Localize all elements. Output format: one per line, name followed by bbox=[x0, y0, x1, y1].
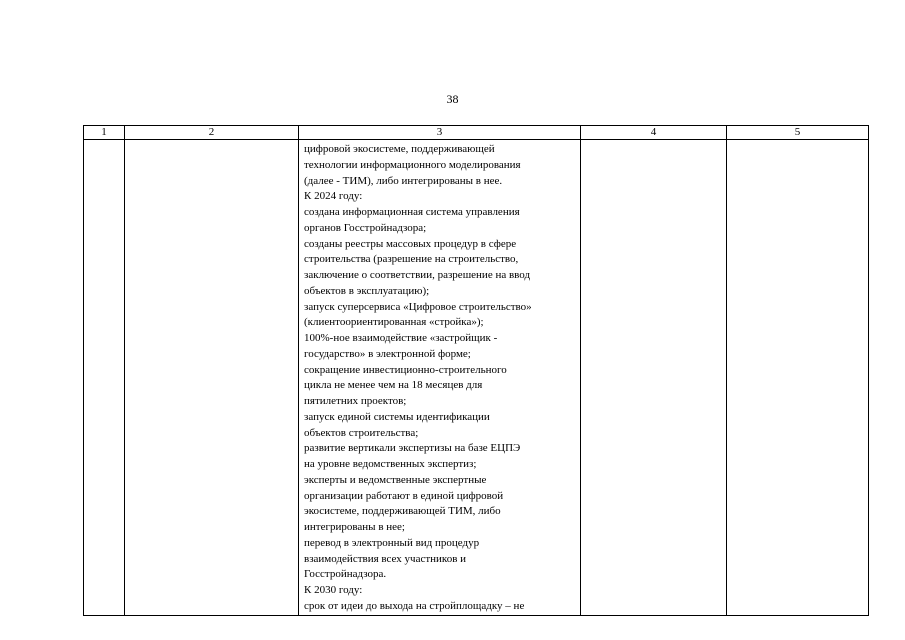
text-line: пятилетних проектов; bbox=[304, 395, 407, 407]
text-line: интегрированы в нее; bbox=[304, 521, 405, 533]
text-line: Госстройнадзора. bbox=[304, 568, 387, 581]
cell-col-3 bbox=[299, 140, 581, 616]
table-header-row bbox=[84, 126, 869, 140]
text-line: К 2024 году: bbox=[304, 190, 363, 203]
text-line: государство» в электронной форме; bbox=[304, 347, 471, 360]
text-line: (клиентоориентированная «стройка»); bbox=[304, 316, 484, 329]
text-line: объектов в эксплуатацию); bbox=[304, 284, 430, 297]
column-header-4: 4 bbox=[581, 126, 727, 140]
text-line: заключение о соответствии, разрешение на ввод bbox=[304, 269, 531, 281]
text-line: запуск единой системы идентификации bbox=[304, 410, 490, 423]
text-line: экосистеме, поддерживающей ТИМ, либо bbox=[304, 505, 501, 518]
cell-col-4 bbox=[581, 140, 727, 616]
text-line: цикла не менее чем на 18 месяцев для bbox=[304, 379, 483, 392]
text-line: (далее - ТИМ), либо интегрированы в нее. bbox=[304, 174, 503, 187]
document-table bbox=[83, 125, 869, 616]
text-line: на уровне ведомственных экспертиз; bbox=[304, 458, 477, 470]
text-line: создана информационная система управления bbox=[304, 206, 520, 218]
text-line: перевод в электронный вид процедур bbox=[304, 536, 480, 549]
text-line: эксперты и ведомственные экспертные bbox=[304, 473, 487, 486]
text-line: сокращение инвестиционно-строительного bbox=[304, 363, 507, 376]
column-header-5: 5 bbox=[727, 126, 869, 140]
text-line: срок от идеи до выхода на стройплощадку – не bbox=[304, 599, 525, 612]
text-line: взаимодействия всех участников и bbox=[304, 552, 467, 565]
text-line: органов Госстройнадзора; bbox=[304, 221, 427, 234]
text-line: организации работают в единой цифровой bbox=[304, 489, 504, 502]
table-row bbox=[84, 140, 869, 616]
cell-col-5 bbox=[727, 140, 869, 616]
column-header-2: 2 bbox=[125, 126, 299, 140]
text-line: К 2030 году: bbox=[304, 584, 363, 596]
text-line: созданы реестры массовых процедур в сфере bbox=[304, 237, 517, 250]
cell-col-2 bbox=[125, 140, 299, 616]
text-line: запуск суперсервиса «Цифровое строительство» bbox=[304, 300, 532, 313]
text-line: цифровой экосистеме, поддерживающей bbox=[304, 143, 495, 155]
text-line: 100%-ное взаимодействие «застройщик - bbox=[304, 332, 498, 344]
column-header-1: 1 bbox=[84, 126, 125, 140]
cell-col-1 bbox=[84, 140, 125, 616]
page-number: 38 bbox=[446, 92, 459, 106]
column-header-3: 3 bbox=[299, 126, 581, 140]
text-line: объектов строительства; bbox=[304, 426, 419, 439]
text-line: технологии информационного моделирования bbox=[304, 158, 521, 171]
text-line: развитие вертикали экспертизы на базе ЕЦПЭ bbox=[304, 442, 521, 455]
text-line: строительства (разрешение на строительство, bbox=[304, 253, 519, 266]
